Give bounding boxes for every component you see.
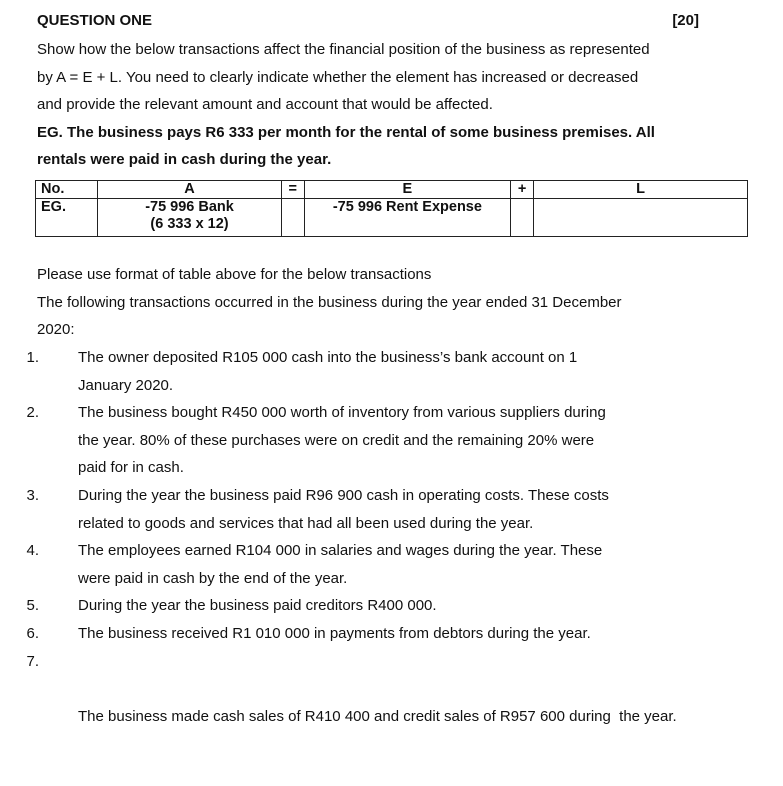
- accounting-equation-table: [35, 180, 748, 237]
- intro-line: and provide the relevant amount and account that would be affected.: [37, 96, 493, 114]
- row-assets: [98, 199, 281, 237]
- table-header-row: [36, 181, 748, 199]
- item-number: 1.: [26, 349, 39, 366]
- item-number: 3.: [26, 486, 39, 504]
- item-number: 7.: [26, 652, 39, 670]
- question-header: [37, 12, 699, 32]
- header-no: No.: [36, 181, 98, 199]
- item-line: related to goods and services that had all been used during the year.: [78, 514, 534, 532]
- intro-line: by A = E + L. You need to clearly indicate whether the element has increased or decreased: [37, 68, 639, 86]
- item-line: The business made cash sales of R410 400 and credit sales of R957 600 during the year.: [78, 707, 677, 725]
- question-intro: [37, 36, 737, 174]
- item-text: [78, 592, 728, 620]
- item-line: The business bought R450 000 worth of inventory from various suppliers during: [78, 404, 606, 422]
- item-number: 6.: [26, 624, 39, 642]
- item-line: The employees earned R104 000 in salaries and wages during the year. These: [78, 542, 603, 560]
- header-assets: A: [98, 181, 281, 199]
- instruction-line: 2020:: [37, 321, 75, 339]
- header-equals: =: [281, 181, 304, 199]
- instruction-line: Please use format of table above for the below transactions: [37, 266, 432, 283]
- row-liabilities: [534, 199, 748, 237]
- assets-calculation: (6 333 x 12): [150, 216, 229, 232]
- item-number: 4.: [26, 542, 39, 560]
- list-item: [0, 537, 783, 592]
- assets-amount: -75 996 Bank: [145, 199, 234, 215]
- item-text: [78, 399, 728, 482]
- item-text: [78, 648, 748, 786]
- list-item: [0, 620, 783, 648]
- list-item: [0, 648, 783, 786]
- row-plus: [511, 199, 534, 237]
- list-item: [0, 592, 783, 620]
- list-item: [0, 399, 783, 482]
- item-line: January 2020.: [78, 376, 174, 394]
- item-line: paid for in cash.: [78, 459, 184, 477]
- header-plus: +: [511, 181, 534, 199]
- header-liabilities: L: [534, 181, 748, 199]
- item-line: the year. 80% of these purchases were on credit and the remaining 20% were: [78, 431, 595, 449]
- list-item: [0, 344, 783, 399]
- item-text: [78, 537, 728, 592]
- question-title: QUESTION ONE: [37, 12, 153, 29]
- list-item: [0, 482, 783, 537]
- row-equity: -75 996 Rent Expense: [304, 199, 510, 237]
- question-marks: [20]: [672, 12, 699, 29]
- instruction-line: The following transactions occurred in the business during the year ended 31 December: [37, 293, 622, 311]
- example-line: rentals were paid in cash during the year.: [37, 151, 332, 169]
- item-line: The business received R1 010 000 in payments from debtors during the year.: [78, 624, 591, 642]
- item-text: [78, 620, 728, 648]
- item-number: 5.: [26, 597, 39, 615]
- item-text: [78, 344, 728, 399]
- item-line: During the year the business paid creditors R400 000.: [78, 597, 437, 615]
- item-line: The owner deposited R105 000 cash into the business’s bank account on 1: [78, 349, 578, 366]
- item-line: were paid in cash by the end of the year.: [78, 569, 348, 587]
- item-number: 2.: [26, 404, 39, 422]
- row-no: EG.: [36, 199, 98, 237]
- item-line: During the year the business paid R96 900 cash in operating costs. These costs: [78, 486, 609, 504]
- table-row: [36, 199, 748, 237]
- instructions: [37, 261, 737, 344]
- transaction-list: [0, 344, 783, 786]
- example-line: EG. The business pays R6 333 per month for the rental of some business premises. All: [37, 123, 655, 141]
- header-equity: E: [304, 181, 510, 199]
- row-equals: [281, 199, 304, 237]
- intro-line: Show how the below transactions affect the financial position of the business as represented: [37, 41, 650, 58]
- item-text: [78, 482, 728, 537]
